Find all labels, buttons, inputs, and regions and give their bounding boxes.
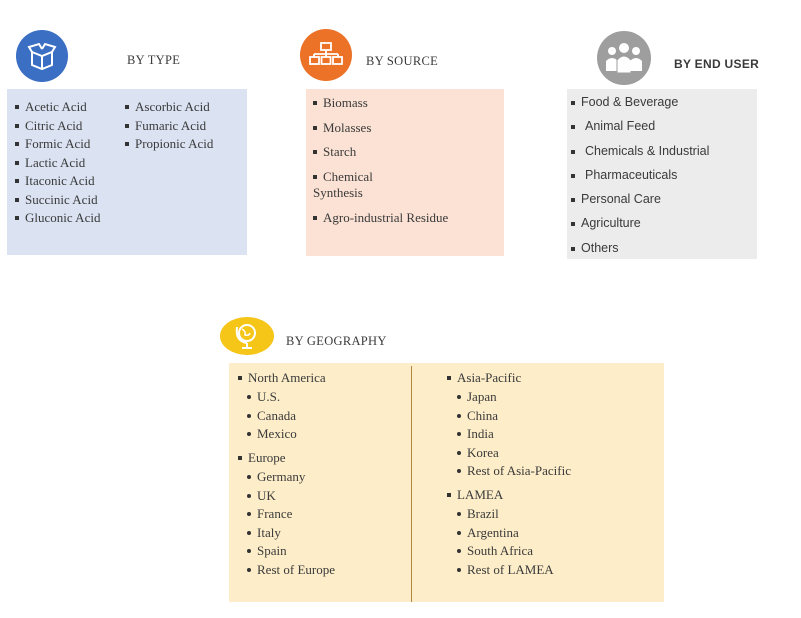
country-item: India [457, 426, 571, 445]
type-icon-circle [16, 30, 68, 82]
asia-pacific-countries [457, 389, 571, 482]
country-item: Rest of Asia-Pacific [457, 463, 571, 482]
country-item: Italy [247, 525, 335, 544]
source-icon-circle [300, 29, 352, 81]
north-america-countries [247, 389, 297, 445]
country-item: China [457, 408, 571, 427]
enduser-list [571, 95, 709, 265]
source-list [313, 95, 448, 228]
country-item: Mexico [247, 426, 297, 445]
country-item: Spain [247, 543, 335, 562]
list-item: Food & Beverage [571, 95, 709, 119]
type-list-col1 [15, 99, 100, 229]
country-item: France [247, 506, 335, 525]
list-item: Others [571, 241, 709, 265]
region-item: Asia-Pacific [447, 370, 521, 389]
list-item: Formic Acid [15, 136, 100, 155]
list-item: Lactic Acid [15, 155, 100, 174]
list-item: Itaconic Acid [15, 173, 100, 192]
country-item: Germany [247, 469, 335, 488]
list-item: Agriculture [571, 216, 709, 240]
country-item: Argentina [457, 525, 554, 544]
geography-list-right [447, 370, 521, 389]
type-list-col2 [125, 99, 213, 155]
region-item: LAMEA [447, 487, 503, 506]
enduser-icon-circle [597, 31, 651, 85]
list-item: Pharmaceuticals [571, 168, 709, 192]
open-box-icon [27, 41, 57, 71]
list-item: Fumaric Acid [125, 118, 213, 137]
country-item: U.S. [247, 389, 297, 408]
source-heading: BY SOURCE [366, 54, 439, 68]
list-item: Gluconic Acid [15, 210, 100, 229]
country-item: Brazil [457, 506, 554, 525]
list-item: Chemicals & Industrial [571, 144, 709, 168]
globe-icon [233, 321, 261, 351]
country-item: Japan [457, 389, 571, 408]
country-item: Rest of LAMEA [457, 562, 554, 581]
country-item: South Africa [457, 543, 554, 562]
enduser-heading: BY END USER [674, 57, 760, 71]
country-item: Korea [457, 445, 571, 464]
country-item: Canada [247, 408, 297, 427]
list-item: Starch [313, 144, 448, 169]
region-item: North America [238, 370, 326, 389]
geography-list-left-2 [238, 450, 286, 469]
list-item: Succinic Acid [15, 192, 100, 211]
region-item: Europe [238, 450, 286, 469]
list-item: Citric Acid [15, 118, 100, 137]
list-item: Molasses [313, 120, 448, 145]
country-item: Rest of Europe [247, 562, 335, 581]
geography-heading: BY GEOGRAPHY [286, 334, 387, 348]
list-item: Chemical [313, 169, 448, 185]
geography-icon-circle [220, 317, 274, 355]
geography-list-left [238, 370, 326, 389]
list-item: Agro-industrial Residue [313, 210, 448, 228]
list-item: Animal Feed [571, 119, 709, 143]
lamea-countries [457, 506, 554, 580]
org-chart-icon [309, 41, 343, 69]
list-item: Propionic Acid [125, 136, 213, 155]
geography-divider [411, 366, 412, 602]
list-item: Ascorbic Acid [125, 99, 213, 118]
type-heading: BY TYPE [127, 53, 181, 67]
country-item: UK [247, 488, 335, 507]
list-item: Personal Care [571, 192, 709, 216]
list-item: Biomass [313, 95, 448, 120]
europe-countries [247, 469, 335, 581]
geography-list-right-2 [447, 487, 503, 506]
list-item-continuation: Synthesis [313, 184, 363, 200]
list-item: Acetic Acid [15, 99, 100, 118]
people-group-icon [604, 41, 644, 75]
